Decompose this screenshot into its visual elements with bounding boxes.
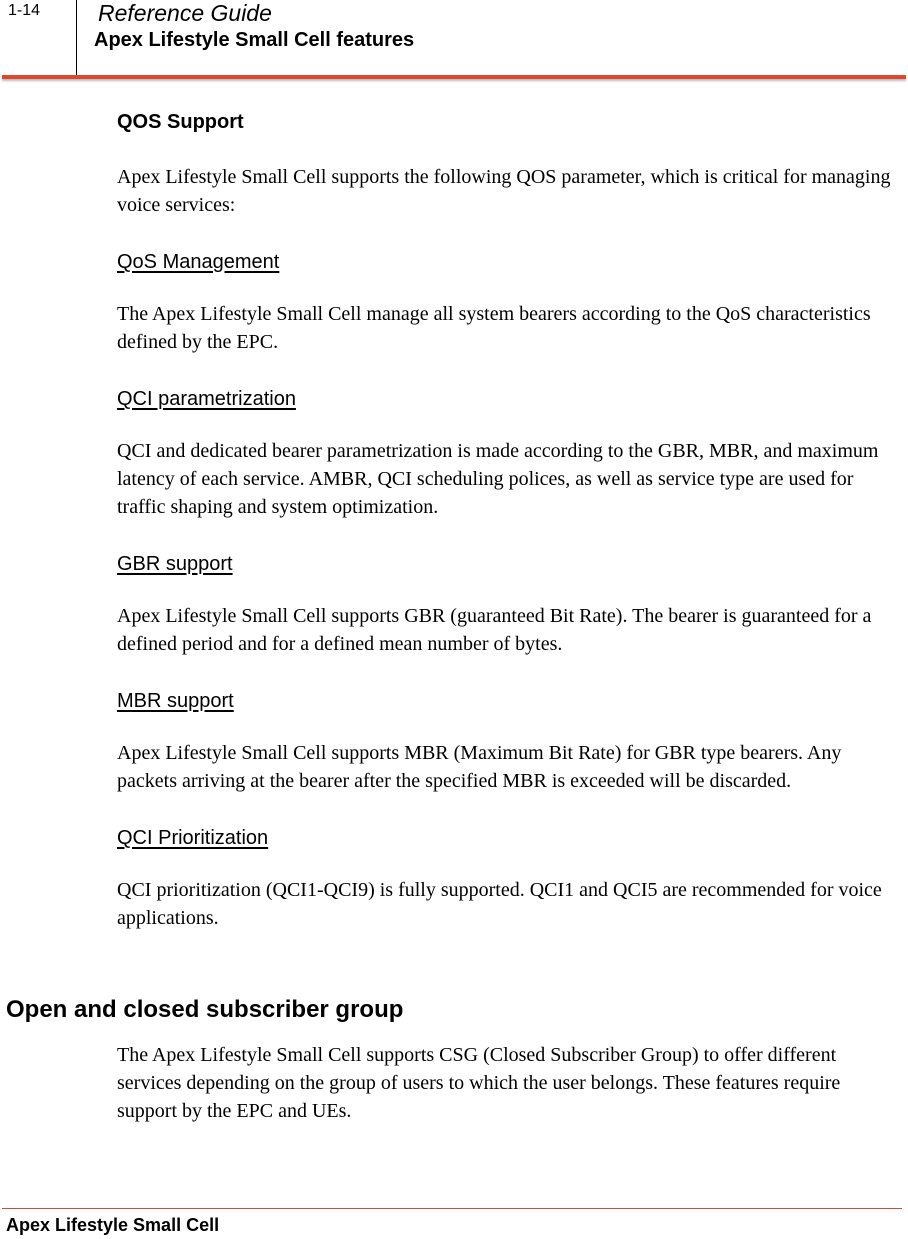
qci-parametrization-heading: QCI parametrization (117, 388, 296, 410)
section-title: Apex Lifestyle Small Cell features (94, 29, 415, 51)
footer-rule (2, 1208, 902, 1209)
csg-paragraph: The Apex Lifestyle Small Cell supports CSG (Closed Subscriber Group) to offer different services depending on the group of users to which the user belongs. These features require support by the EPC and UEs. (117, 1044, 841, 1122)
page-number: 1-14 (8, 2, 41, 19)
qci-parametrization-paragraph: QCI and dedicated bearer parametrization is made according to the GBR, MBR, and maximum latency of each service. AMBR, QCI scheduling polices, as well as service type are used for traffic shaping and system optimization. (117, 440, 879, 518)
gbr-support-heading: GBR support (117, 553, 233, 575)
mbr-support-paragraph: Apex Lifestyle Small Cell supports MBR (Maximum Bit Rate) for GBR type bearers. Any packets arriving at the bearer after the specified MBR is exceeded will be discarded. (117, 742, 842, 792)
csg-section (117, 1041, 903, 1125)
guide-title: Reference Guide (98, 0, 272, 26)
mbr-support-heading: MBR support (117, 690, 234, 712)
qos-section (117, 111, 903, 932)
footer-product: Apex Lifestyle Small Cell (6, 1215, 220, 1235)
header-rule (2, 75, 906, 79)
qos-support-heading: QOS Support (117, 111, 244, 133)
gbr-support-paragraph: Apex Lifestyle Small Cell supports GBR (guaranteed Bit Rate). The bearer is guaranteed for a defined period and for a defined mean number of bytes. (117, 605, 872, 655)
qos-management-paragraph: The Apex Lifestyle Small Cell manage all system bearers according to the QoS characteristics defined by the EPC. (117, 303, 871, 353)
qos-management-heading: QoS Management (117, 251, 280, 273)
qci-prioritization-heading: QCI Prioritization (117, 827, 269, 849)
csg-heading: Open and closed subscriber group (6, 996, 404, 1023)
qos-intro-paragraph: Apex Lifestyle Small Cell supports the following QOS parameter, which is critical for managing voice services: (117, 166, 891, 216)
header-divider (76, 0, 77, 76)
qci-prioritization-paragraph: QCI prioritization (QCI1-QCI9) is fully supported. QCI1 and QCI5 are recommended for voice applications. (117, 879, 882, 929)
